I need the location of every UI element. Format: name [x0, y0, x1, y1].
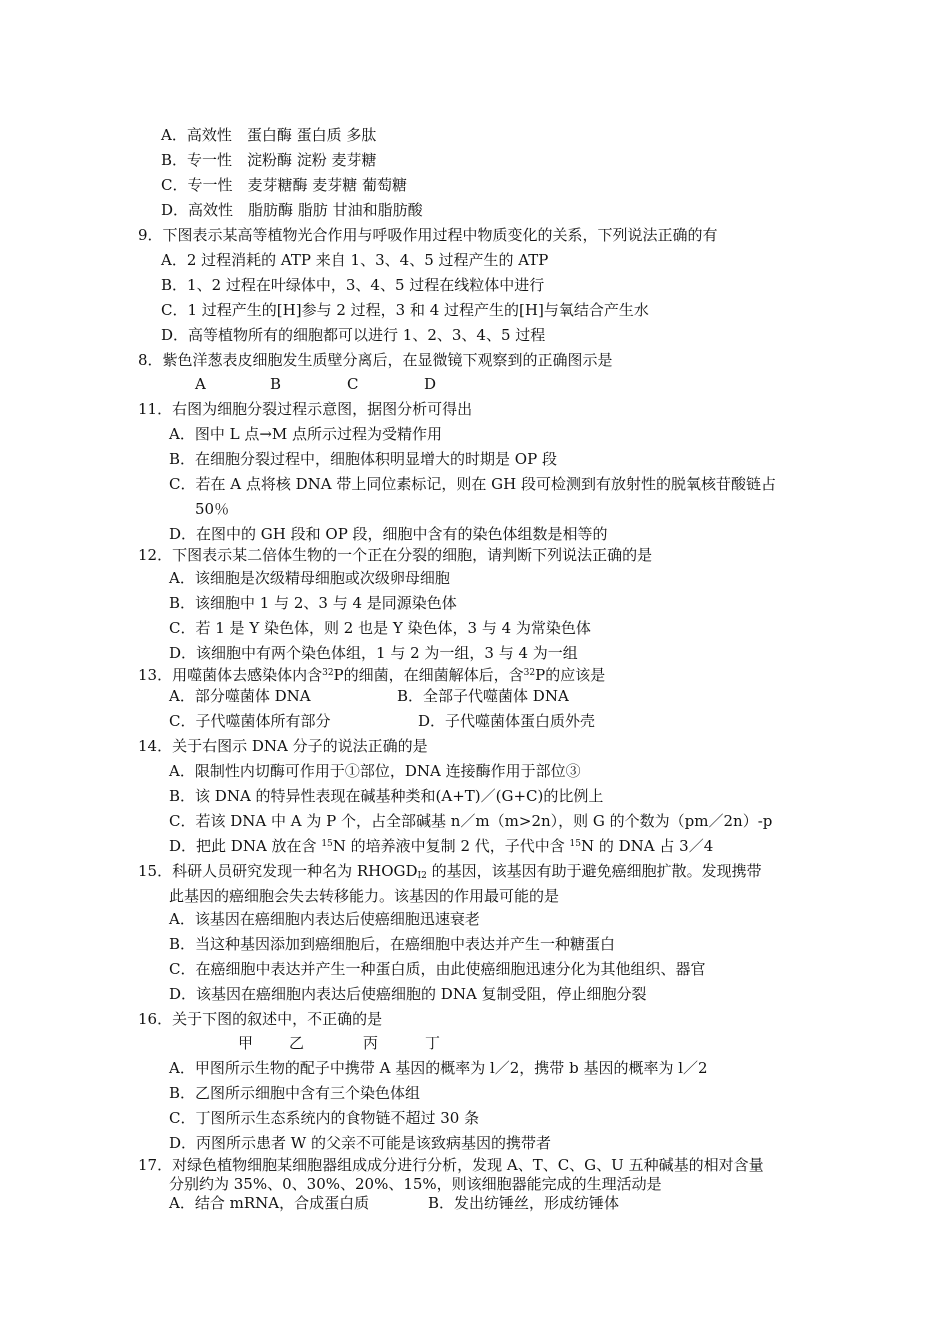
q12-option-d: D．该细胞中有两个染色体组，1 与 2 为一组，3 与 4 为一组	[169, 644, 578, 662]
fig8-label-b: B	[270, 375, 282, 393]
q13-option-d: D．子代噬菌体蛋白质外壳	[418, 712, 596, 730]
q15-option-a: A．该基因在癌细胞内表达后使癌细胞迅速衰老	[169, 910, 480, 928]
q17-stem-cont: 分别约为 35%、0、30%、20%、15%，则该细胞器能完成的生理活动是	[169, 1175, 662, 1193]
q12-option-a: A．该细胞是次级精母细胞或次级卵母细胞	[169, 569, 450, 587]
q16-option-a: A．甲图所示生物的配子中携带 A 基因的概率为 l／2，携带 b 基因的概率为 l／2	[169, 1059, 708, 1077]
q9-stem: 9．下图表示某高等植物光合作用与呼吸作用过程中物质变化的关系，下列说法正确的有	[138, 226, 718, 244]
fig16-label-yi: 乙	[289, 1034, 305, 1052]
q15-option-d: D．该基因在癌细胞内表达后使癌细胞的 DNA 复制受阻，停止细胞分裂	[169, 985, 647, 1003]
q13-option-c: C．子代噬菌体所有部分	[169, 712, 331, 730]
q9-option-c: C．1 过程产生的[H]参与 2 过程，3 和 4 过程产生的[H]与氧结合产生水	[161, 301, 649, 319]
q15-option-c: C．在癌细胞中表达并产生一种蛋白质，由此使癌细胞迅速分化为其他组织、器官	[169, 960, 706, 978]
q11-stem: 11．右图为细胞分裂过程示意图，据图分析可得出	[138, 400, 473, 418]
q14-stem: 14．关于右图示 DNA 分子的说法正确的是	[138, 737, 428, 755]
q11-option-c-cont: 50％	[195, 500, 230, 518]
q16-option-d: D．丙图所示患者 W 的父亲不可能是该致病基因的携带者	[169, 1134, 551, 1152]
q7-option-b: B．专一性 淀粉酶 淀粉 麦芽糖	[161, 151, 377, 169]
q9-option-d: D．高等植物所有的细胞都可以进行 1、2、3、4、5 过程	[161, 326, 546, 344]
q7-option-c: C．专一性 麦芽糖酶 麦芽糖 葡萄糖	[161, 176, 408, 194]
q9-option-b: B．1、2 过程在叶绿体中，3、4、5 过程在线粒体中进行	[161, 276, 545, 294]
q15-option-b: B．当这种基因添加到癌细胞后，在癌细胞中表达并产生一种糖蛋白	[169, 935, 616, 953]
q14-option-a: A．限制性内切酶可作用于①部位，DNA 连接酶作用于部位③	[169, 762, 581, 780]
q12-option-c: C．若 1 是 Y 染色体，则 2 也是 Y 染色体，3 与 4 为常染色体	[169, 619, 591, 637]
fig16-label-ding: 丁	[425, 1034, 441, 1052]
q17-option-b: B．发出纺锤丝，形成纺锤体	[428, 1194, 620, 1212]
q9-option-a: A．2 过程消耗的 ATP 来自 1、3、4、5 过程产生的 ATP	[161, 251, 549, 269]
fig16-label-bing: 丙	[363, 1034, 379, 1052]
q15-stem-cont: 此基因的癌细胞会失去转移能力。该基因的作用最可能的是	[169, 887, 560, 905]
q7-option-a: A．高效性 蛋白酶 蛋白质 多肽	[161, 126, 377, 144]
q14-option-b: B．该 DNA 的特异性表现在碱基种类和(A+T)／(G+C)的比例上	[169, 787, 604, 805]
fig8-label-c: C	[347, 375, 359, 393]
q13-option-a: A．部分噬菌体 DNA	[169, 687, 311, 705]
q12-stem: 12．下图表示某二倍体生物的一个正在分裂的细胞，请判断下列说法正确的是	[138, 546, 653, 564]
q11-option-b: B．在细胞分裂过程中，细胞体积明显增大的时期是 OP 段	[169, 450, 557, 468]
q11-option-c: C．若在 A 点将核 DNA 带上同位素标记，则在 GH 段可检测到有放射性的脱氧核苷酸链占	[169, 475, 776, 493]
q8-stem: 8．紫色洋葱表皮细胞发生质壁分离后，在显微镜下观察到的正确图示是	[138, 351, 613, 369]
q17-stem: 17．对绿色植物细胞某细胞器组成成分进行分析，发现 A、T、C、G、U 五种碱基的相对含量	[138, 1156, 764, 1174]
q16-option-b: B．乙图所示细胞中含有三个染色体组	[169, 1084, 421, 1102]
q16-option-c: C．丁图所示生态系统内的食物链不超过 30 条	[169, 1109, 480, 1127]
q13-stem: 13．用噬菌体去感染体内含$^{32}$P的细菌，在细菌解体后，含$^{32}$P的应该是	[138, 666, 606, 684]
q7-option-d: D．高效性 脂肪酶 脂肪 甘油和脂肪酸	[161, 201, 423, 219]
q13-option-b: B．全部子代噬菌体 DNA	[397, 687, 569, 705]
fig8-label-d: D	[424, 375, 437, 393]
q11-option-a: A．图中 L 点→M 点所示过程为受精作用	[169, 425, 443, 443]
fig8-label-a: A	[195, 375, 206, 393]
q11-option-d: D．在图中的 GH 段和 OP 段，细胞中含有的染色体组数是相等的	[169, 525, 608, 543]
q14-option-d: D．把此 DNA 放在含 $^{15}$N 的培养液中复制 2 代，子代中含 $^{15}$N 的 DNA 占 3／4	[169, 837, 714, 855]
q15-stem: 15．科研人员研究发现一种名为 $RHOGD_{I2}$ 的基因，该基因有助于避免癌细胞扩散。发现携带	[138, 862, 762, 881]
q14-option-c: C．若该 DNA 中 A 为 P 个，占全部碱基 n／m（m>2n），则 G 的个数为（pm／2n）-p	[169, 812, 773, 830]
fig16-label-jia: 甲	[238, 1034, 254, 1052]
q16-stem: 16．关于下图的叙述中，不正确的是	[138, 1010, 383, 1028]
q12-option-b: B．该细胞中 1 与 2、3 与 4 是同源染色体	[169, 594, 457, 612]
q17-option-a: A．结合 mRNA，合成蛋白质	[169, 1194, 370, 1212]
